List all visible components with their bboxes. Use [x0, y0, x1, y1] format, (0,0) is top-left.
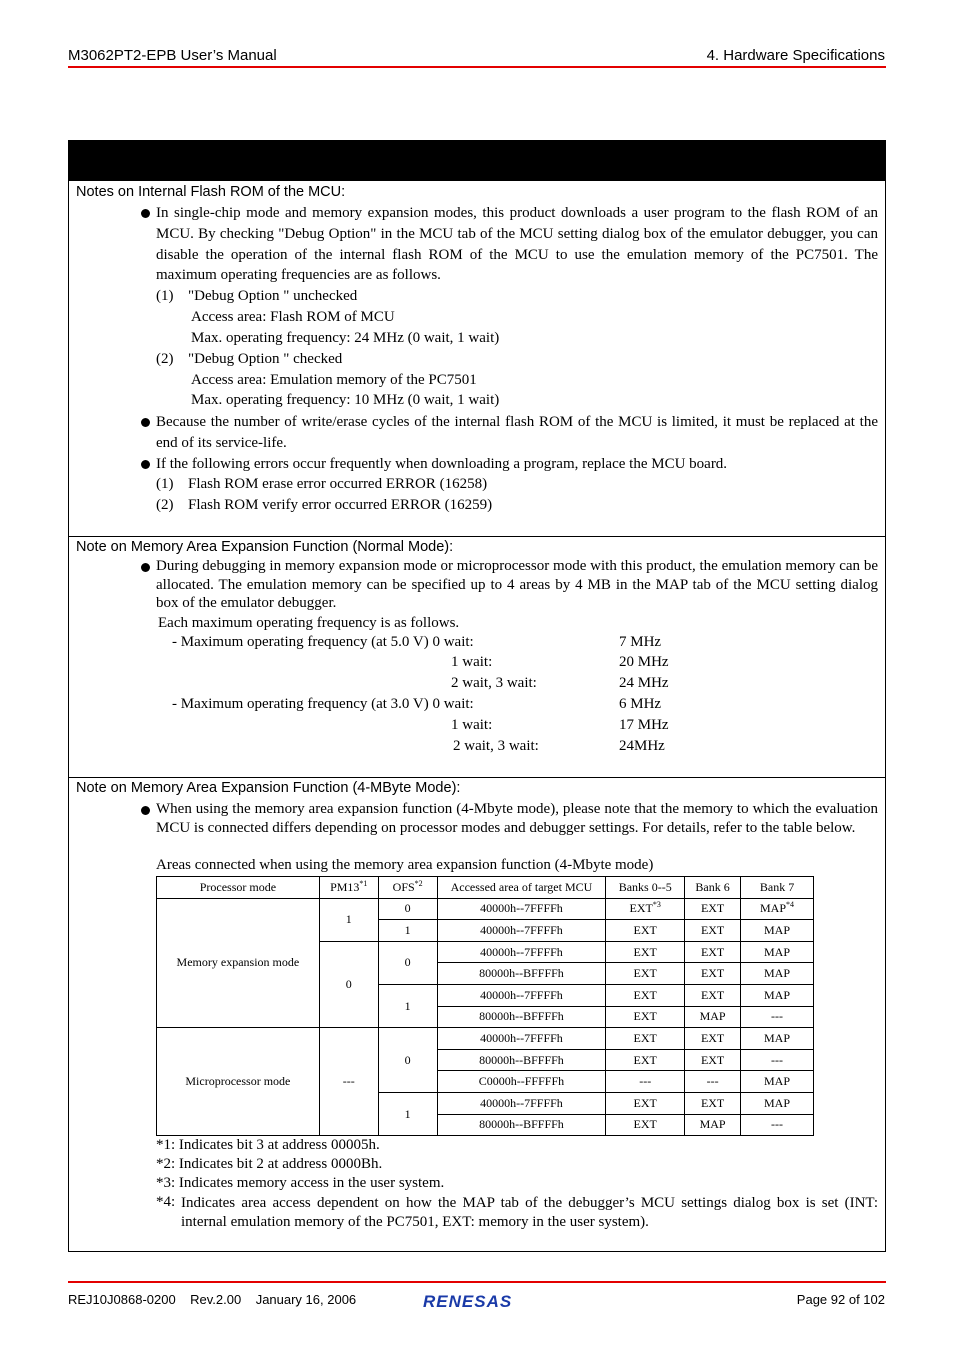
- mode-cell: Memory expansion mode: [157, 898, 320, 1028]
- bank7-cell: MAP: [741, 1071, 814, 1093]
- bank05-cell: EXT: [606, 963, 685, 985]
- header-bank-7: Bank 7: [741, 877, 814, 899]
- bank05-cell: EXT: [606, 1092, 685, 1114]
- freq-row-value: 24MHz: [619, 738, 665, 754]
- freq-row-value: 20 MHz: [619, 654, 669, 670]
- option2-number: (2): [156, 351, 174, 367]
- footer-rule: [68, 1281, 886, 1283]
- area-cell: 80000h--BFFFFh: [437, 963, 606, 985]
- bank05-cell: EXT: [606, 1028, 685, 1050]
- logo-wordmark: RENESAS: [423, 1292, 513, 1311]
- bank6-cell: MAP: [685, 1006, 741, 1028]
- bank6-cell: EXT: [685, 963, 741, 985]
- ofs-cell: 1: [378, 920, 437, 942]
- running-header-title: M3062PT2-EPB User’s Manual: [68, 47, 277, 64]
- freq-row-value: 6 MHz: [619, 696, 662, 712]
- area-cell: 40000h--7FFFFh: [437, 984, 606, 1006]
- pm13-cell: 1: [319, 898, 378, 941]
- table-row: [157, 1028, 814, 1050]
- header-processor-mode: Processor mode: [157, 877, 320, 899]
- freq-row-label: 1 wait:: [451, 654, 493, 670]
- footnote-2: *2: Indicates bit 2 at address 0000Bh.: [156, 1156, 383, 1172]
- freq-row-value: 17 MHz: [619, 717, 669, 733]
- area-cell: 40000h--7FFFFh: [437, 1092, 606, 1114]
- footnote-1: *1: Indicates bit 3 at address 00005h.: [156, 1137, 380, 1153]
- section-divider-1: [69, 536, 885, 537]
- bank7-cell: ---: [741, 1049, 814, 1071]
- ofs-cell: 1: [378, 984, 437, 1027]
- section1-bullet-1: In single-chip mode and memory expansion modes, this product downloads a user program to the flash ROM of an MCU. By checking "Debug Option" in the MCU tab of the MCU setting dialog box of the emulator debugger, you can disable the operation of the internal flash ROM of the MCU to use the emulation memory of the PC7501. The maximum operating frequencies are as follows.: [156, 203, 878, 286]
- area-cell: 40000h--7FFFFh: [437, 941, 606, 963]
- error1-text: Flash ROM erase error occurred ERROR (16258): [188, 476, 488, 492]
- freq-row-label: - Maximum operating frequency (at 3.0 V) 0 wait:: [172, 696, 474, 712]
- freq-row-label: - Maximum operating frequency (at 5.0 V) 0 wait:: [172, 634, 474, 650]
- frequency-intro: Each maximum operating frequency is as follows.: [158, 615, 460, 631]
- running-header-chapter: 4. Hardware Specifications: [706, 47, 885, 64]
- option2-access-area: Access area: Emulation memory of the PC7501: [191, 372, 477, 388]
- footer-document-info: [68, 1292, 356, 1307]
- area-cell: 40000h--7FFFFh: [437, 920, 606, 942]
- option2-max-frequency: Max. operating frequency: 10 MHz (0 wait, 1 wait): [191, 392, 500, 408]
- bank6-cell: EXT: [685, 941, 741, 963]
- freq-row-label: 1 wait:: [451, 717, 493, 733]
- bank7-cell: MAP$^{*4}$: [741, 898, 814, 920]
- bank6-cell: EXT: [685, 1028, 741, 1050]
- bank05-cell: EXT: [606, 1006, 685, 1028]
- bank05-cell: EXT: [606, 984, 685, 1006]
- freq-row-value: 7 MHz: [619, 634, 662, 650]
- bank05-cell: EXT: [606, 1114, 685, 1136]
- error2-number: (2): [156, 497, 174, 513]
- footer-page-number: Page 92 of 102: [796, 1292, 885, 1307]
- freq-row-label: 2 wait, 3 wait:: [451, 675, 537, 691]
- frame-title-band: [69, 141, 885, 181]
- bank7-cell: MAP: [741, 963, 814, 985]
- table-row: [157, 898, 814, 920]
- error1-number: (1): [156, 476, 174, 492]
- bank6-cell: EXT: [685, 1049, 741, 1071]
- bank7-cell: MAP: [741, 941, 814, 963]
- area-cell: 80000h--BFFFFh: [437, 1006, 606, 1028]
- bank6-cell: ---: [685, 1071, 741, 1093]
- freq-row-value: 24 MHz: [619, 675, 669, 691]
- section3-title: Note on Memory Area Expansion Function (4-MByte Mode):: [76, 780, 461, 796]
- header-banks-0-5: Banks 0--5: [606, 877, 685, 899]
- section1-bullet-3: If the following errors occur frequently when downloading a program, replace the MCU board.: [156, 454, 878, 475]
- area-cell: 40000h--7FFFFh: [437, 898, 606, 920]
- section2-title: Note on Memory Area Expansion Function (Normal Mode):: [76, 539, 454, 555]
- option1-max-frequency: Max. operating frequency: 24 MHz (0 wait, 1 wait): [191, 330, 500, 346]
- header-accessed-area: Accessed area of target MCU: [437, 877, 606, 899]
- bank05-cell: EXT: [606, 1049, 685, 1071]
- section3-bullet-1: When using the memory area expansion function (4-Mbyte mode), please note that the memory to which the evaluation MCU is connected differs depending on processor modes and debugger settings. For details, refer to the table below.: [156, 801, 878, 836]
- section2-bullet-1: During debugging in memory expansion mode or microprocessor mode with this product, the emulation memory can be allocated. The emulation memory can be specified up to 4 areas by 4 MB in the MAP tab of the MCU setting dialog box of the emulator debugger.: [156, 558, 878, 611]
- table-caption: Areas connected when using the memory area expansion function (4-Mbyte mode): [156, 857, 654, 873]
- bank6-cell: EXT: [685, 984, 741, 1006]
- bank6-cell: EXT: [685, 1092, 741, 1114]
- mode-cell: Microprocessor mode: [157, 1028, 320, 1136]
- bank6-cell: MAP: [685, 1114, 741, 1136]
- bank6-cell: EXT: [685, 898, 741, 920]
- bank7-cell: ---: [741, 1006, 814, 1028]
- bank05-cell: EXT: [606, 941, 685, 963]
- option2-label: "Debug Option " checked: [188, 351, 343, 367]
- bank05-cell: ---: [606, 1071, 685, 1093]
- section-divider-2: [69, 777, 885, 778]
- area-cell: 40000h--7FFFFh: [437, 1028, 606, 1050]
- header-rule: [68, 66, 886, 68]
- pm13-cell: 0: [319, 941, 378, 1027]
- bank05-cell: EXT$^{*3}$: [606, 898, 685, 920]
- footnote-4-text: [181, 1194, 878, 1232]
- bank7-cell: ---: [741, 1114, 814, 1136]
- ofs-cell: 0: [378, 898, 437, 920]
- ofs-cell: 0: [378, 1028, 437, 1093]
- renesas-logo: [421, 1290, 533, 1317]
- area-cell: 80000h--BFFFFh: [437, 1049, 606, 1071]
- option1-label: "Debug Option " unchecked: [188, 288, 358, 304]
- footer-revision: Rev.2.00: [190, 1292, 242, 1307]
- bank7-cell: MAP: [741, 1092, 814, 1114]
- ofs-cell: 0: [378, 941, 437, 984]
- freq-row-label: 2 wait, 3 wait:: [453, 738, 539, 754]
- header-bank-6: Bank 6: [685, 877, 741, 899]
- option1-number: (1): [156, 288, 174, 304]
- footer-doc-number: REJ10J0868-0200: [68, 1292, 176, 1307]
- area-cell: 80000h--BFFFFh: [437, 1114, 606, 1136]
- header-pm13: PM13$^{*1}$: [319, 877, 378, 899]
- pm13-cell: ---: [319, 1028, 378, 1136]
- section1-title: Notes on Internal Flash ROM of the MCU:: [76, 184, 346, 200]
- bank7-cell: MAP: [741, 920, 814, 942]
- ofs-cell: 1: [378, 1092, 437, 1135]
- table-header-row: [157, 877, 814, 899]
- section1-bullet-2: Because the number of write/erase cycles of the internal flash ROM of the MCU is limited, it must be replaced at the end of its service-life.: [156, 412, 878, 454]
- bank05-cell: EXT: [606, 920, 685, 942]
- bank7-cell: MAP: [741, 984, 814, 1006]
- footnote-4-body: Indicates area access dependent on how the MAP tab of the debugger’s MCU settings dialog box is set (INT: internal emulation memory of the PC7501, EXT: memory in the user system).: [181, 1195, 878, 1230]
- bank6-cell: EXT: [685, 920, 741, 942]
- footnote-3: *3: Indicates memory access in the user system.: [156, 1175, 445, 1191]
- header-ofs: OFS$^{*2}$: [378, 877, 437, 899]
- area-cell: C0000h--FFFFFh: [437, 1071, 606, 1093]
- error2-text: Flash ROM verify error occurred ERROR (16259): [188, 497, 493, 513]
- footnote-4-number: *4:: [156, 1194, 176, 1210]
- footer-date: January 16, 2006: [255, 1292, 357, 1307]
- option1-access-area: Access area: Flash ROM of MCU: [191, 309, 395, 325]
- memory-area-table: [156, 876, 814, 1136]
- bank7-cell: MAP: [741, 1028, 814, 1050]
